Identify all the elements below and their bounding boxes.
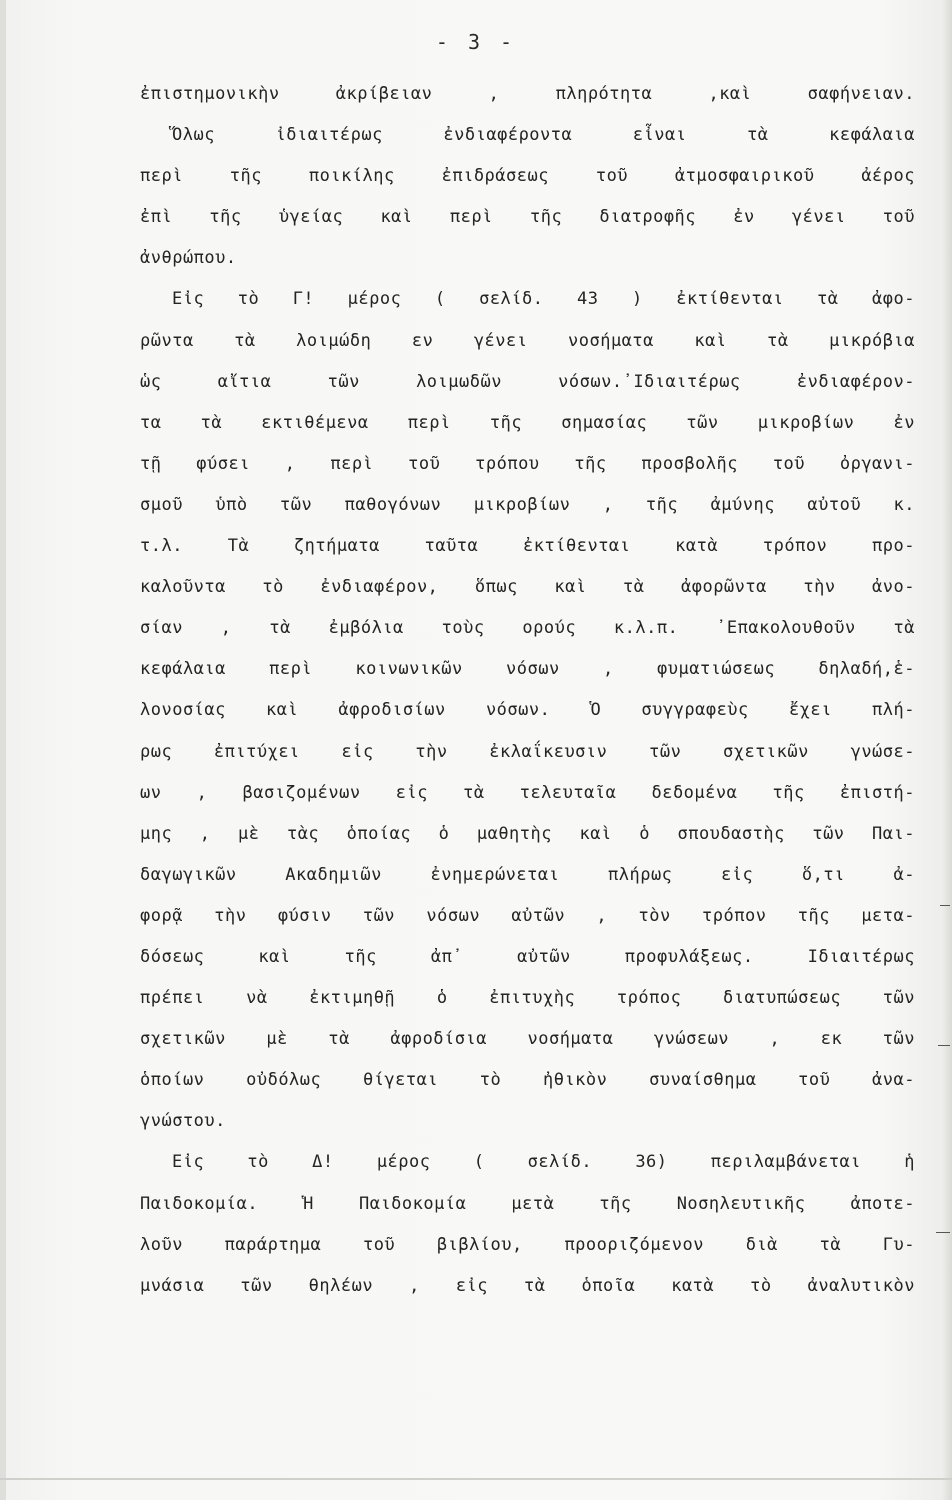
text-line: περὶ τῆς ποικίλης ἐπιδράσεως τοῦ ἀτμοσφαιρικοῦ ἀέρος (140, 166, 915, 187)
text-line: καλοῦντα τὸ ἐνδιαφέρον, ὅπως καὶ τὰ ἀφορῶντα τὴν ἀνο- (140, 577, 915, 598)
text-line: ἐπὶ τῆς ὑγείας καὶ περὶ τῆς διατροφῆς ἐν γένει τοῦ (140, 207, 915, 228)
text-line: ἀνθρώπου. (140, 248, 237, 269)
text-line: μνάσια τῶν θηλέων , εἰς τὰ ὁποῖα κατὰ τὸ ἀναλυτικὸν (140, 1275, 915, 1296)
text-line: ρως ἐπιτύχει εἰς τὴν ἐκλαΐκευσιν τῶν σχετικῶν γνώσε- (140, 741, 915, 762)
page-number: - 3 - (435, 30, 517, 54)
margin-mark (936, 1232, 950, 1233)
left-page-edge (0, 0, 6, 1500)
text-line: τῇ φύσει , περὶ τοῦ τρόπου τῆς προσβολῆς τοῦ ὀργανι- (140, 453, 915, 474)
text-line: Εἰς τὸ Δ! μέρος ( σελίδ. 36) περιλαμβάνεται ἡ (172, 1152, 915, 1173)
text-line: τα τὰ εκτιθέμενα περὶ τῆς σημασίας τῶν μικροβίων ἐν (140, 412, 915, 433)
text-line: σχετικῶν μὲ τὰ ἀφροδίσια νοσήματα γνώσεων , εκ τῶν (140, 1029, 915, 1050)
text-line: Εἰς τὸ Γ! μέρος ( σελίδ. 43 ) ἐκτίθενται τὰ ἀφο- (172, 289, 915, 310)
text-line: ἐπιστημονικὴν ἀκρίβειαν , πληρότητα ,καὶ σαφήνειαν. (140, 84, 915, 104)
text-line: δαγωγικῶν Ακαδημιῶν ἐνημερώνεται πλήρως εἰς ὅ,τι ἀ- (140, 864, 915, 885)
margin-mark (938, 1045, 950, 1046)
text-line: δόσεως καὶ τῆς ἀπ᾿ αὐτῶν προφυλάξεως. Ιδιαιτέρως (140, 946, 915, 967)
text-line: κεφάλαια περὶ κοινωνικῶν νόσων , φυματιώσεως δηλαδή,ἑ- (140, 659, 915, 680)
text-line: ὡς αἴτια τῶν λοιμωδῶν νόσων.᾿Ιδιαιτέρως ἐνδιαφέρον- (140, 371, 915, 392)
text-line: λονοσίας καὶ ἀφροδισίων νόσων. Ὁ συγγραφεὺς ἔχει πλή- (140, 700, 915, 721)
text-line: σίαν , τὰ ἐμβόλια τοὺς ορούς κ.λ.π. ᾿Επακολουθοῦν τὰ (140, 618, 915, 639)
text-line: λοῦν παράρτημα τοῦ βιβλίου, προοριζόμενον διὰ τὰ Γυ- (140, 1234, 915, 1255)
right-page-edge (942, 0, 952, 1500)
text-line: γνώστου. (140, 1111, 226, 1132)
text-line: Παιδοκομία. Ἡ Παιδοκομία μετὰ τῆς Νοσηλευτικῆς ἀποτε- (140, 1193, 915, 1214)
text-line: μης , μὲ τὰς ὁποίας ὁ μαθητὴς καὶ ὁ σπουδαστὴς τῶν Παι- (140, 823, 915, 844)
text-line: ρῶντα τὰ λοιμώδη εν γένει νοσήματα καὶ τὰ μικρόβια (140, 330, 915, 351)
text-line: φορᾷ τὴν φύσιν τῶν νόσων αὐτῶν , τὸν τρόπον τῆς μετα- (140, 905, 915, 926)
margin-mark (940, 905, 950, 906)
text-line: πρέπει νὰ ἐκτιμηθῇ ὁ ἐπιτυχὴς τρόπος διατυπώσεως τῶν (140, 988, 915, 1009)
body-text (140, 74, 915, 1307)
text-line: ων , βασιζομένων εἰς τὰ τελευταῖα δεδομένα τῆς ἐπιστή- (140, 782, 915, 803)
text-line: Ὅλως ἰδιαιτέρως ἐνδιαφέροντα εἶναι τὰ κεφάλαια (172, 125, 915, 146)
text-line: σμοῦ ὑπὸ τῶν παθογόνων μικροβίων , τῆς ἀμύνης αὐτοῦ κ. (140, 494, 915, 515)
bottom-edge (0, 1478, 952, 1480)
text-line: τ.λ. Τὰ ζητήματα ταῦτα ἐκτίθενται κατὰ τρόπον προ- (140, 536, 915, 557)
text-line: ὁποίων οὐδόλως θίγεται τὸ ἠθικὸν συναίσθημα τοῦ ἀνα- (140, 1070, 915, 1091)
